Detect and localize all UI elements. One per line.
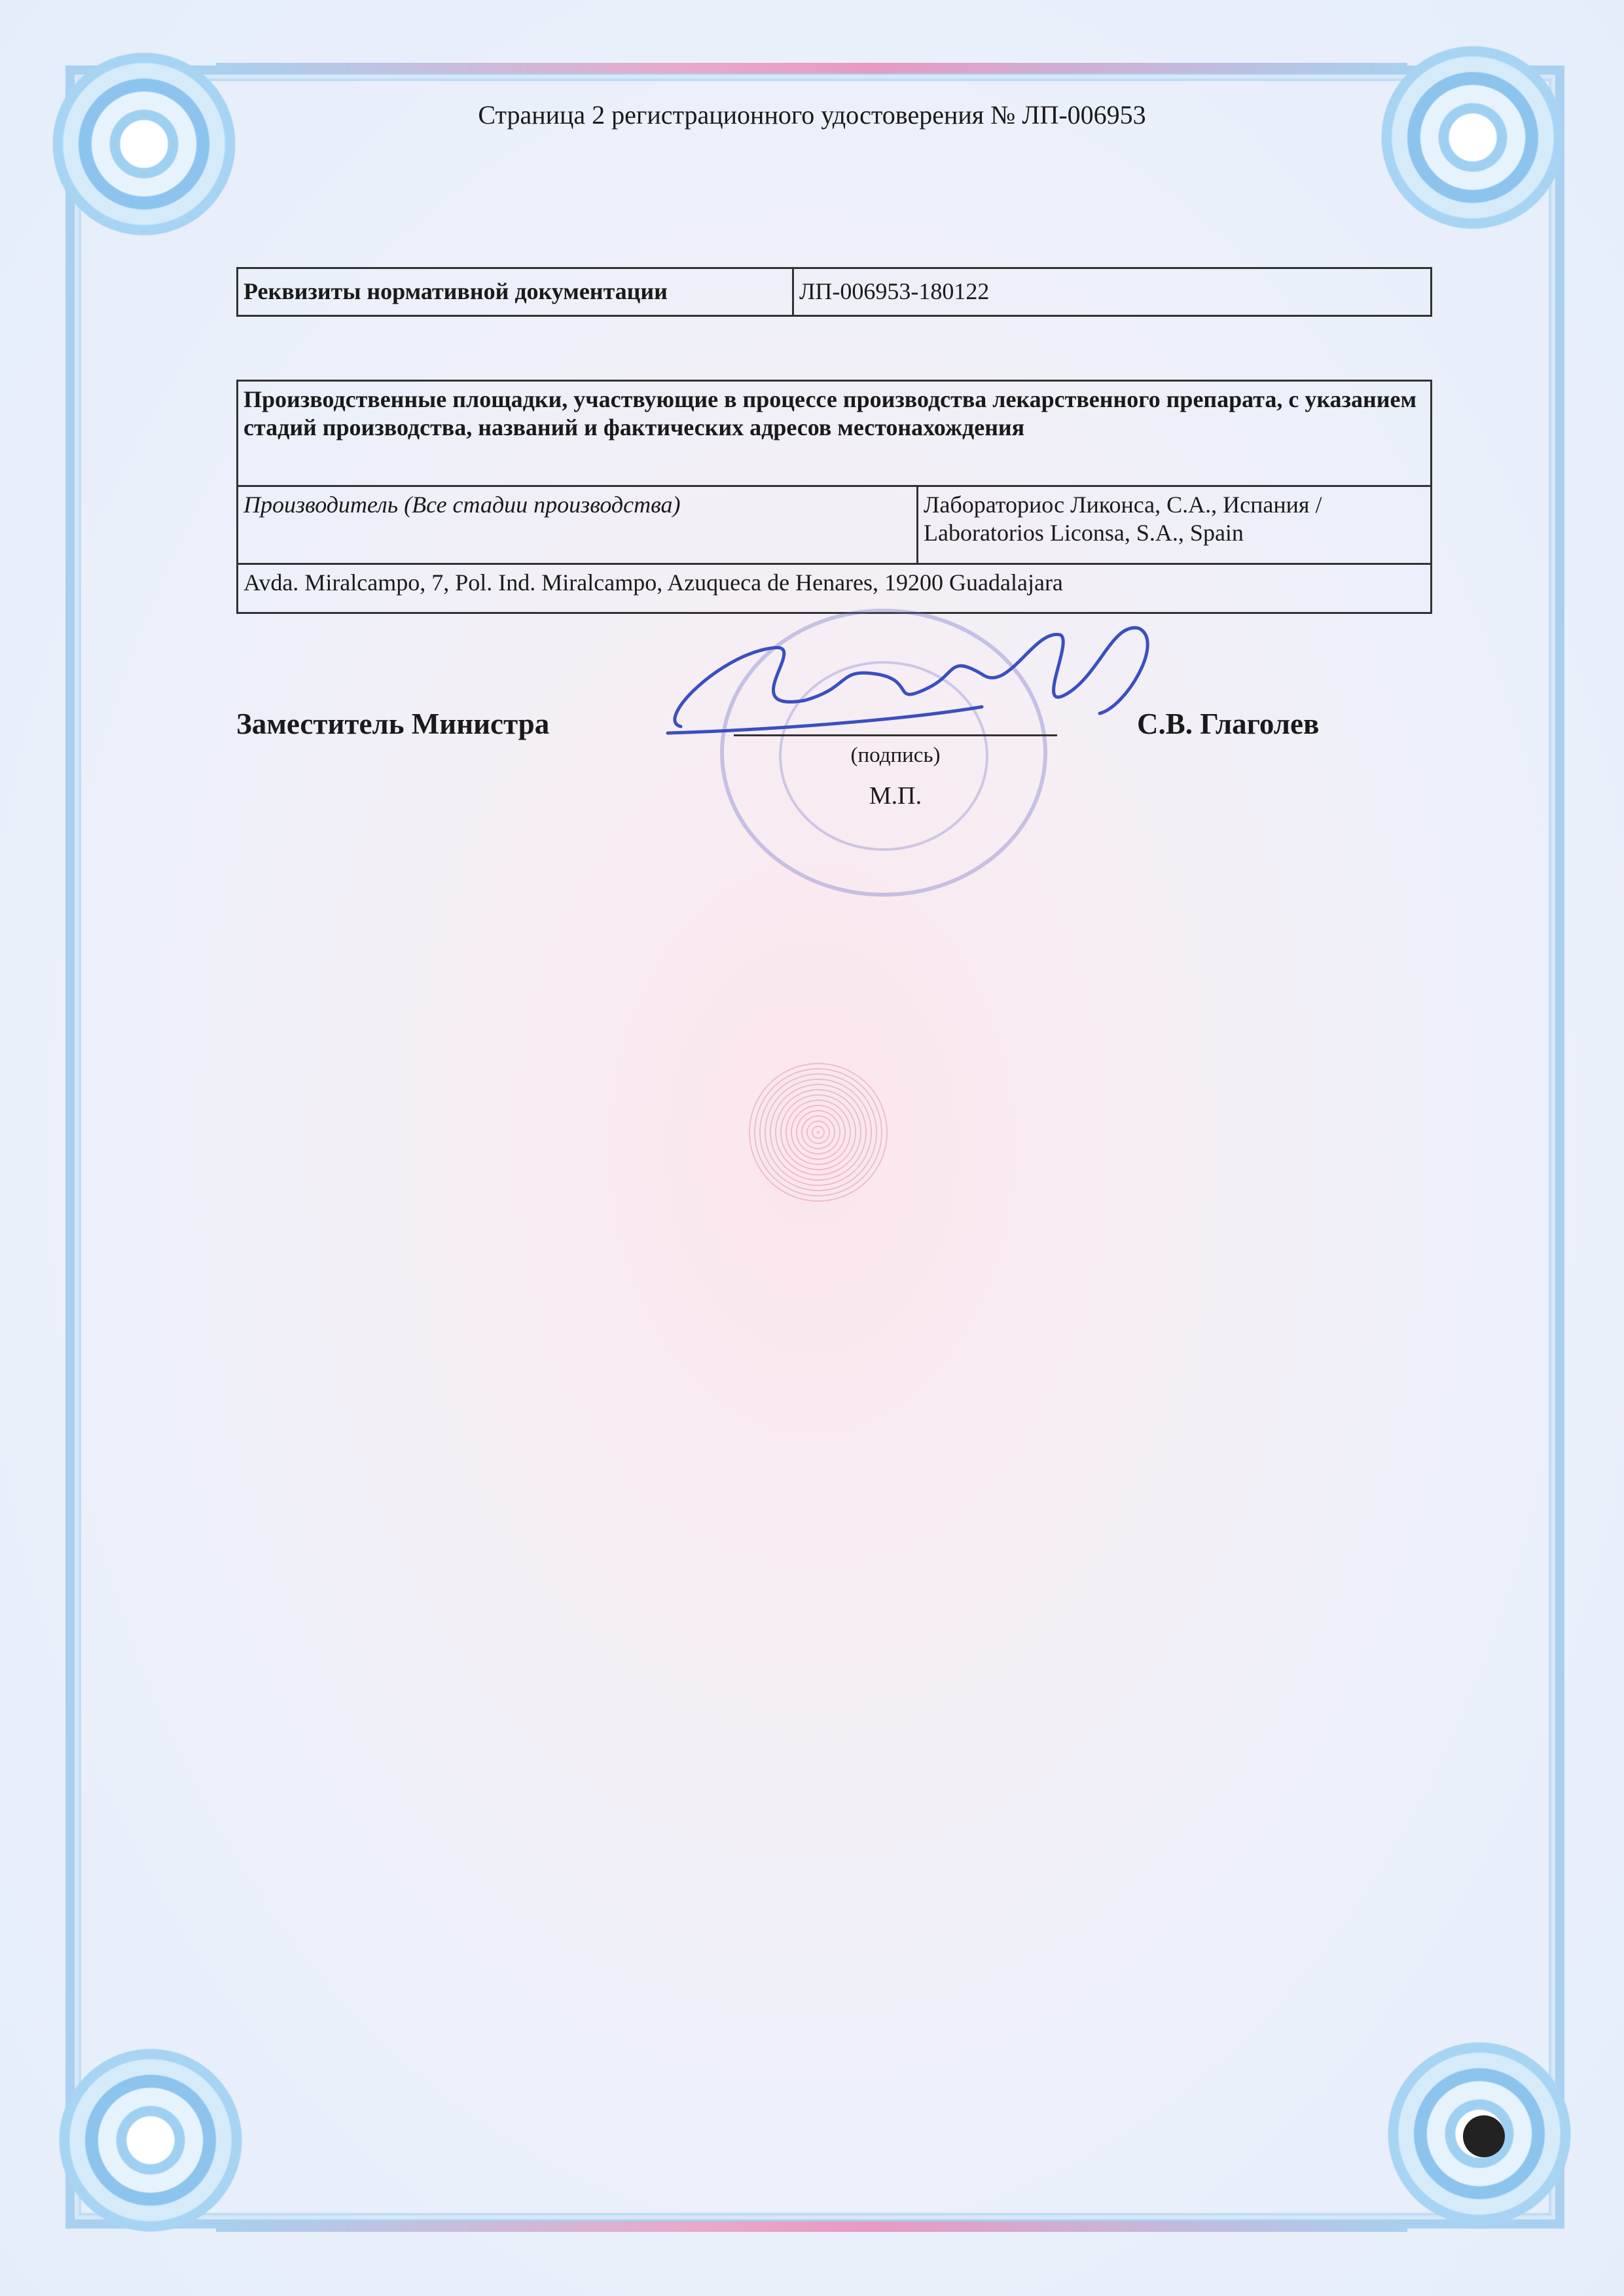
- corner-rosette-top-left: [52, 52, 236, 236]
- border-bottom-band: [216, 2221, 1407, 2232]
- production-sites-heading: Производственные площадки, участвующие в процессе производства лекарственного препарата, с указанием стадий производства, названий и фактических адресов местонахождения: [238, 381, 1432, 486]
- manufacturer-name-ru: Лабораториос Ликонса, С.А., Испания /: [924, 492, 1322, 518]
- corner-rosette-bottom-left: [59, 2049, 242, 2232]
- signature-line: [734, 734, 1057, 736]
- signer-name: С.В. Глаголев: [1137, 708, 1320, 740]
- normative-docs-value: ЛП-006953-180122: [793, 268, 1432, 316]
- border-top-band: [216, 63, 1407, 73]
- manufacturer-address: Avda. Miralcampo, 7, Pol. Ind. Miralcampo, Azuqueca de Henares, 19200 Guadalajara: [238, 564, 1432, 613]
- production-stage: Производитель (Все стадии производства): [238, 486, 918, 564]
- manufacturer-name: [918, 486, 1432, 564]
- normative-docs-table: [236, 267, 1432, 317]
- seal-caption: М.П.: [869, 782, 922, 810]
- production-sites-table: [236, 380, 1432, 614]
- center-guilloche: [746, 1060, 890, 1204]
- normative-docs-label: Реквизиты нормативной документации: [238, 268, 793, 316]
- hole-punch-mark: [1463, 2115, 1505, 2157]
- signer-position: Заместитель Министра: [236, 708, 550, 740]
- page-title: Страница 2 регистрационного удостоверения № ЛП-006953: [478, 100, 1146, 130]
- manufacturer-name-en: Laboratorios Liconsa, S.A., Spain: [924, 520, 1244, 547]
- signature-caption: (подпись): [850, 744, 941, 767]
- corner-rosette-top-right: [1381, 46, 1564, 229]
